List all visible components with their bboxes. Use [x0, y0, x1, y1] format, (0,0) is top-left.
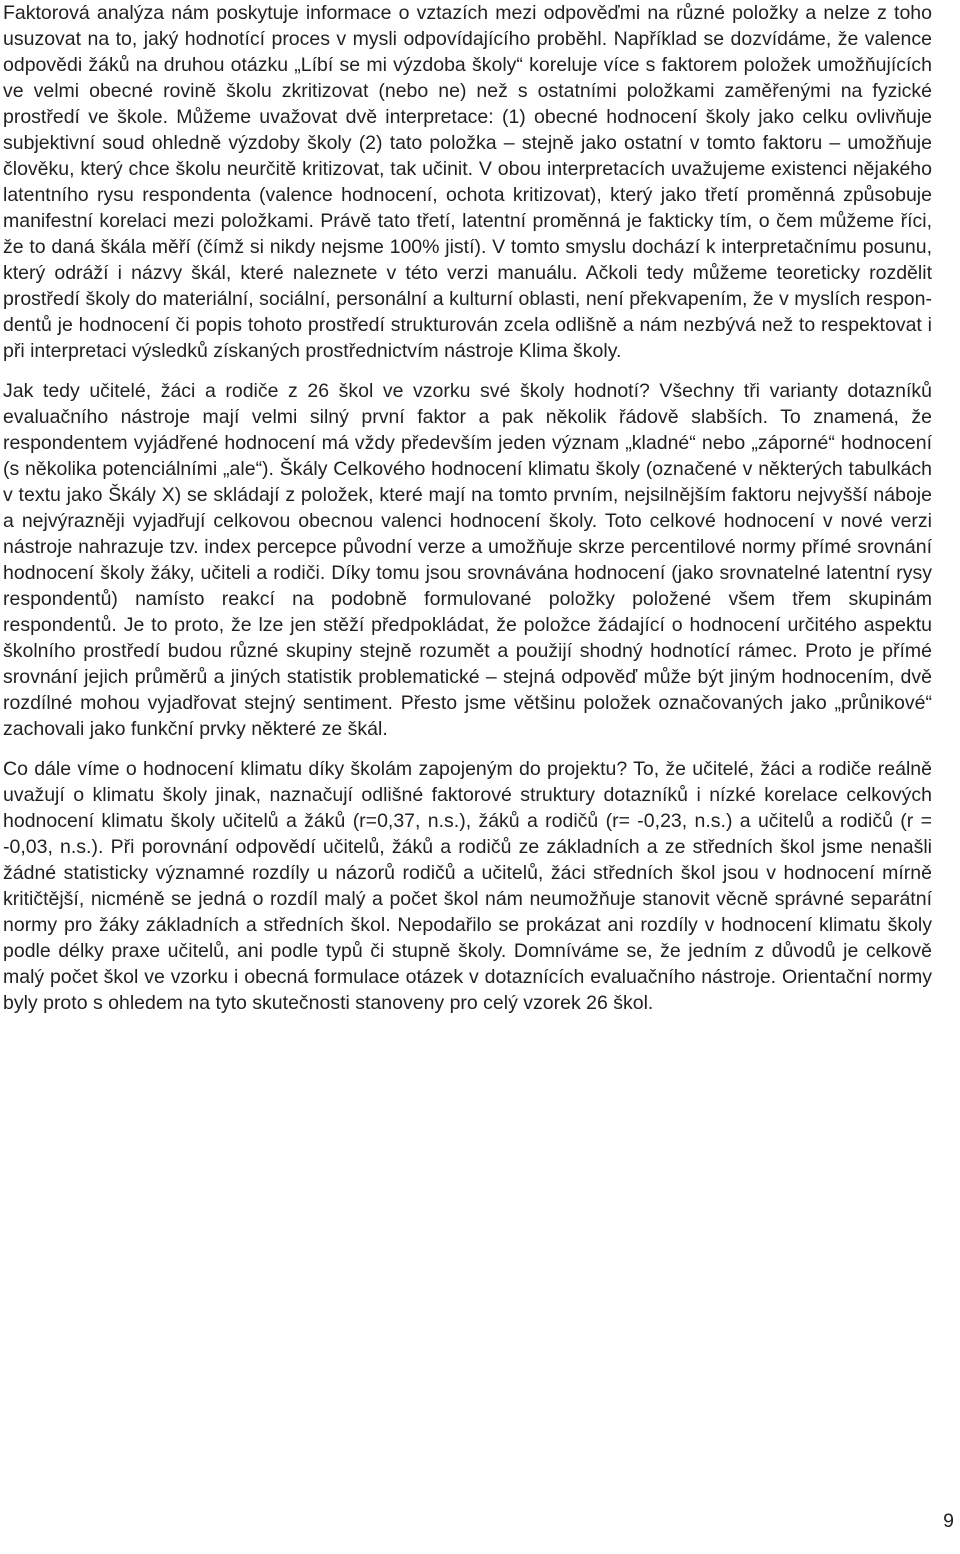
body-text	[3, 0, 932, 1016]
paragraph-2: Jak tedy učitelé, žáci a rodiče z 26 škol ve vzorku své školy hodnotí? Všechny tři varianty dotazníků evaluačního nástroje mají velmi silný první faktor a pak několik řádově slabších. To znamená, že respondentem vyjádřené hodnocení má vždy především jeden význam „kladné“ nebo „záporné“ hodnocení (s několika potenciálními „ale“). Škály Celkového hodnocení klimatu školy (označené v některých tabulkách v textu jako Škály X) se skládají z položek, které mají na tomto prvním, nejsilnějším faktoru nejvyšší náboje a nejvýrazněji vyjadřují celkovou obecnou valenci hodnocení školy. Toto celkové hodnocení v nové verzi nástroje nahrazuje tzv. index percepce původní verze a umožňuje skrze percentilové normy přímé srovnání hodnocení školy žáky, učiteli a rodiči. Díky tomu jsou srovnávána hodnocení (jako srovnatelné latentní rysy respondentů) namísto reakcí na podobně formulované položky položené všem třem skupinám respondentů. Je to proto, že lze jen stěží předpokládat, že položce žádající o hodnocení určitého aspektu školního prostředí budou různé skupiny stejně rozumět a použijí shodný hodnotící rámec. Proto je přímé srovnání jejich průměrů a jiných statistik problematické – stejná odpověď může být jiným hodnocením, dvě rozdílné mohou vyjadřovat stejný sentiment. Přesto jsme většinu položek označovaných jako „průnikové“ zachovali jako funkční prvky některé ze škál.	[3, 380, 932, 740]
page-number: 9	[943, 1510, 954, 1532]
paragraph-3: Co dále víme o hodnocení klimatu díky školám zapojeným do projektu? To, že učitelé, žáci a rodiče reálně uvažují o klimatu školy jinak, naznačují odlišné faktorové struktury dotazníků i nízké korelace celkových hodnocení klimatu školy učitelů a žáků (r=0,37, n.s.), žáků a rodičů (r= -0,23, n.s.) a učitelů a rodičů (r = -0,03, n.s.). Při porovnání odpovědí učitelů, žáků a rodičů ze základních a ze středních škol jsme nenašli žádné statisticky významné rozdíly u názorů rodičů a učitelů, žáci středních škol jsou v hodnocení mírně kritičtější, nicméně se jedná o rozdíl malý a počet škol nám neumožňuje stanovit věcně správné separátní normy pro žáky základních a středních škol. Nepodařilo se prokázat ani rozdíly v hodnocení klimatu školy podle délky praxe učitelů, ani podle typů či stupně školy. Domníváme se, že jedním z důvodů je celkově malý počet škol ve vzorku i obecná formulace otázek v dotaznících evaluačního nástroje. Orientační normy byly proto s ohledem na tyto skutečnosti stanoveny pro celý vzorek 26 škol.	[3, 758, 932, 1014]
paragraph-1: Faktorová analýza nám poskytuje informace o vztazích mezi odpověďmi na různé položky a nelze z toho usuzovat na to, jaký hodnotící proces v mysli odpovídajícího proběhl. Například se dozvídáme, že valence odpovědi žáků na druhou otázku „Líbí se mi výzdoba školy“ koreluje více s faktorem položek umožňujících ve velmi obecné rovině školu zkritizovat (nebo ne) než s ostatními položkami zaměřenými na fyzické prostředí ve škole. Můžeme uvažovat dvě interpretace: (1) obecné hodnocení školy jako celku ovlivňuje subjektivní soud ohledně výzdoby školy (2) tato položka – stejně jako ostatní v tomto faktoru – umožňuje člověku, který chce školu neurčitě kritizovat, tak učinit. V obou interpretacích uvažujeme existenci nějakého latentního rysu respondenta (valence hodnocení, ochota kritizovat), který jako třetí proměnná způsobuje manifestní korelaci mezi položkami. Právě tato třetí, latentní proměnná je fakticky tím, o čem můžeme říci, že to daná škála měří (čímž si nikdy nejsme 100% jistí). V tomto smyslu dochází k interpretačnímu posunu, který odráží i názvy škál, které naleznete v této verzi manuálu. Ačkoli tedy můžeme teoreticky rozdělit prostředí školy do materiální, sociální, personální a kulturní oblasti, není překvapením, že v myslích respondentů je hodnocení či popis tohoto prostředí strukturován zcela odlišně a nám nezbývá než to respektovat i při interpretaci výsledků získaných prostřednictvím nástroje Klima školy.	[3, 2, 932, 362]
